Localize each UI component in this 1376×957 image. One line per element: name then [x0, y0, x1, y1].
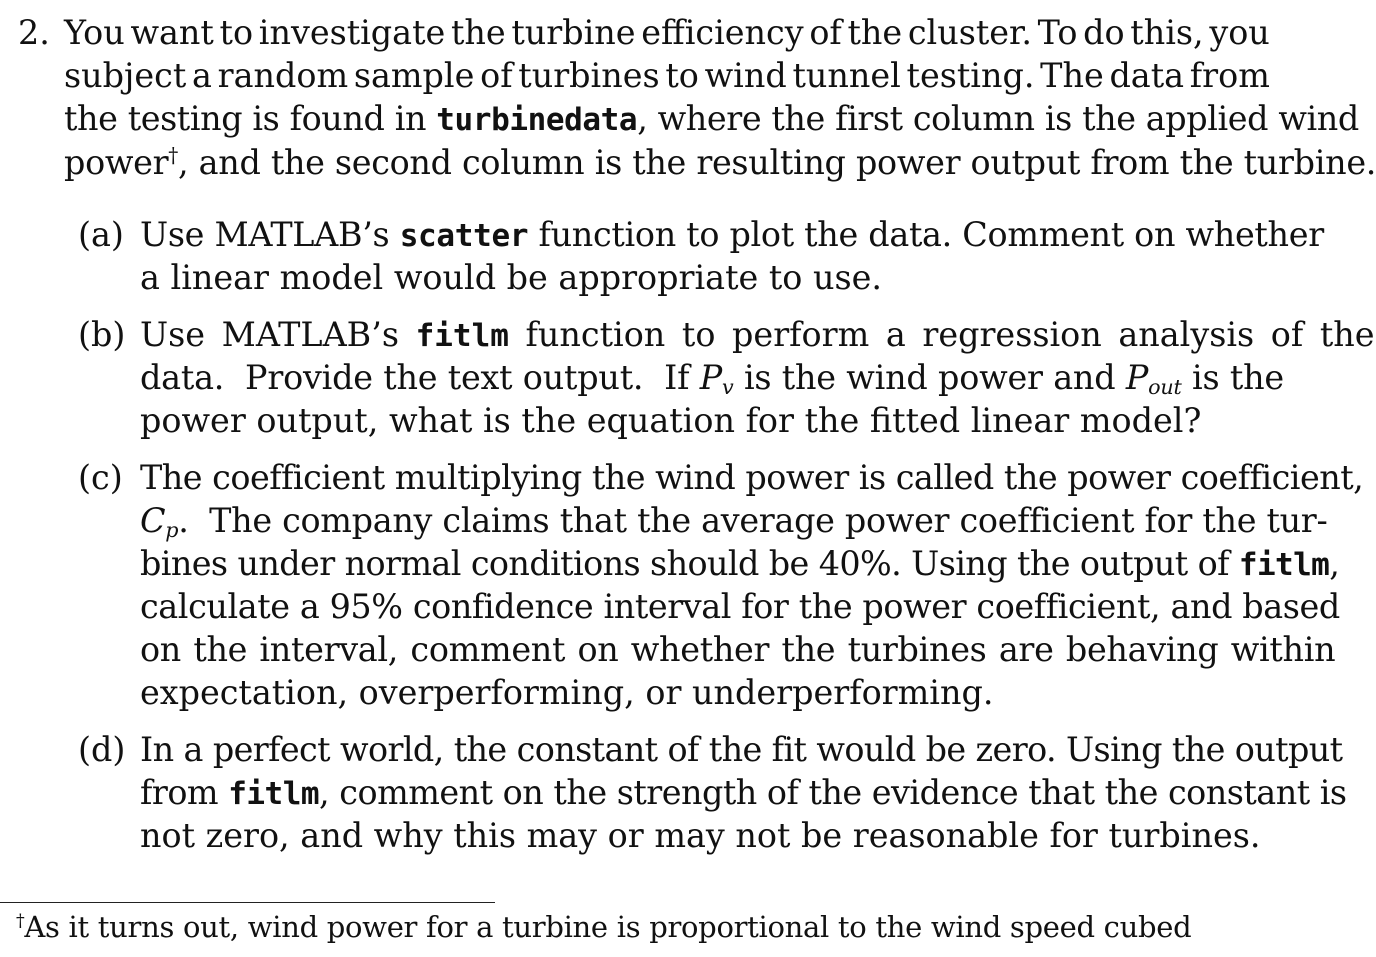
part-c-line-6: expectation, overperforming, or underperforming.: [140, 673, 994, 712]
part-c-line-5: on the interval, comment on whether the turbines are behaving within: [140, 630, 1336, 669]
code-turbinedata: turbinedata: [436, 102, 638, 138]
part-b-label: (b): [78, 315, 126, 354]
footnote-dagger: †: [16, 911, 25, 932]
part-c-line-3: bines under normal conditions should be 40%. Using the output of fitlm,: [140, 544, 1340, 583]
part-c-label: (c): [78, 458, 123, 497]
part-d-label: (d): [78, 730, 126, 769]
footnote: †As it turns out, wind power for a turbine is proportional to the wind speed cubed: [16, 910, 1192, 944]
part-c-line-1: The coefficient multiplying the wind power is called the power coefficient,: [140, 458, 1364, 497]
part-c-line-2: $C_p$. The company claims that the average power coefficient for the tur-: [140, 501, 1328, 543]
part-a-line-1: Use MATLAB’s scatter function to plot the data. Comment on whether: [140, 215, 1324, 254]
problem-line-3: the testing is found in turbinedata, where the first column is the applied wind: [64, 99, 1359, 138]
dagger-mark: †: [168, 143, 178, 167]
code-fitlm: fitlm: [228, 776, 320, 812]
part-d-line-1: In a perfect world, the constant of the fit would be zero. Using the output: [140, 730, 1343, 769]
code-fitlm: fitlm: [1238, 547, 1330, 583]
part-b-line-1: Use MATLAB’s fitlm function to perform a regression analysis of the: [140, 315, 1375, 354]
footnote-rule: [0, 902, 495, 903]
problem-line-4: power†, and the second column is the resulting power output from the turbine.: [64, 143, 1376, 183]
part-b-line-2: data. Provide the text output. If $P_v$ is the wind power and $P_{out}$ is the: [140, 358, 1284, 400]
problem-line-2: subject a random sample of turbines to wind tunnel testing. The data from: [64, 56, 1270, 95]
code-fitlm: fitlm: [415, 318, 509, 354]
part-c-line-4: calculate a 95% confidence interval for the power coefficient, and based: [140, 587, 1340, 626]
problem-line-1: You want to investigate the turbine efficiency of the cluster. To do this, you: [64, 13, 1270, 52]
part-b-line-3: power output, what is the equation for the fitted linear model?: [140, 401, 1202, 440]
problem-number: 2.: [18, 13, 50, 52]
part-a-line-2: a linear model would be appropriate to use.: [140, 258, 883, 297]
code-scatter: scatter: [399, 218, 529, 254]
part-a-label: (a): [78, 215, 124, 254]
part-d-line-3: not zero, and why this may or may not be reasonable for turbines.: [140, 816, 1261, 855]
part-d-line-2: from fitlm, comment on the strength of the evidence that the constant is: [140, 773, 1347, 812]
